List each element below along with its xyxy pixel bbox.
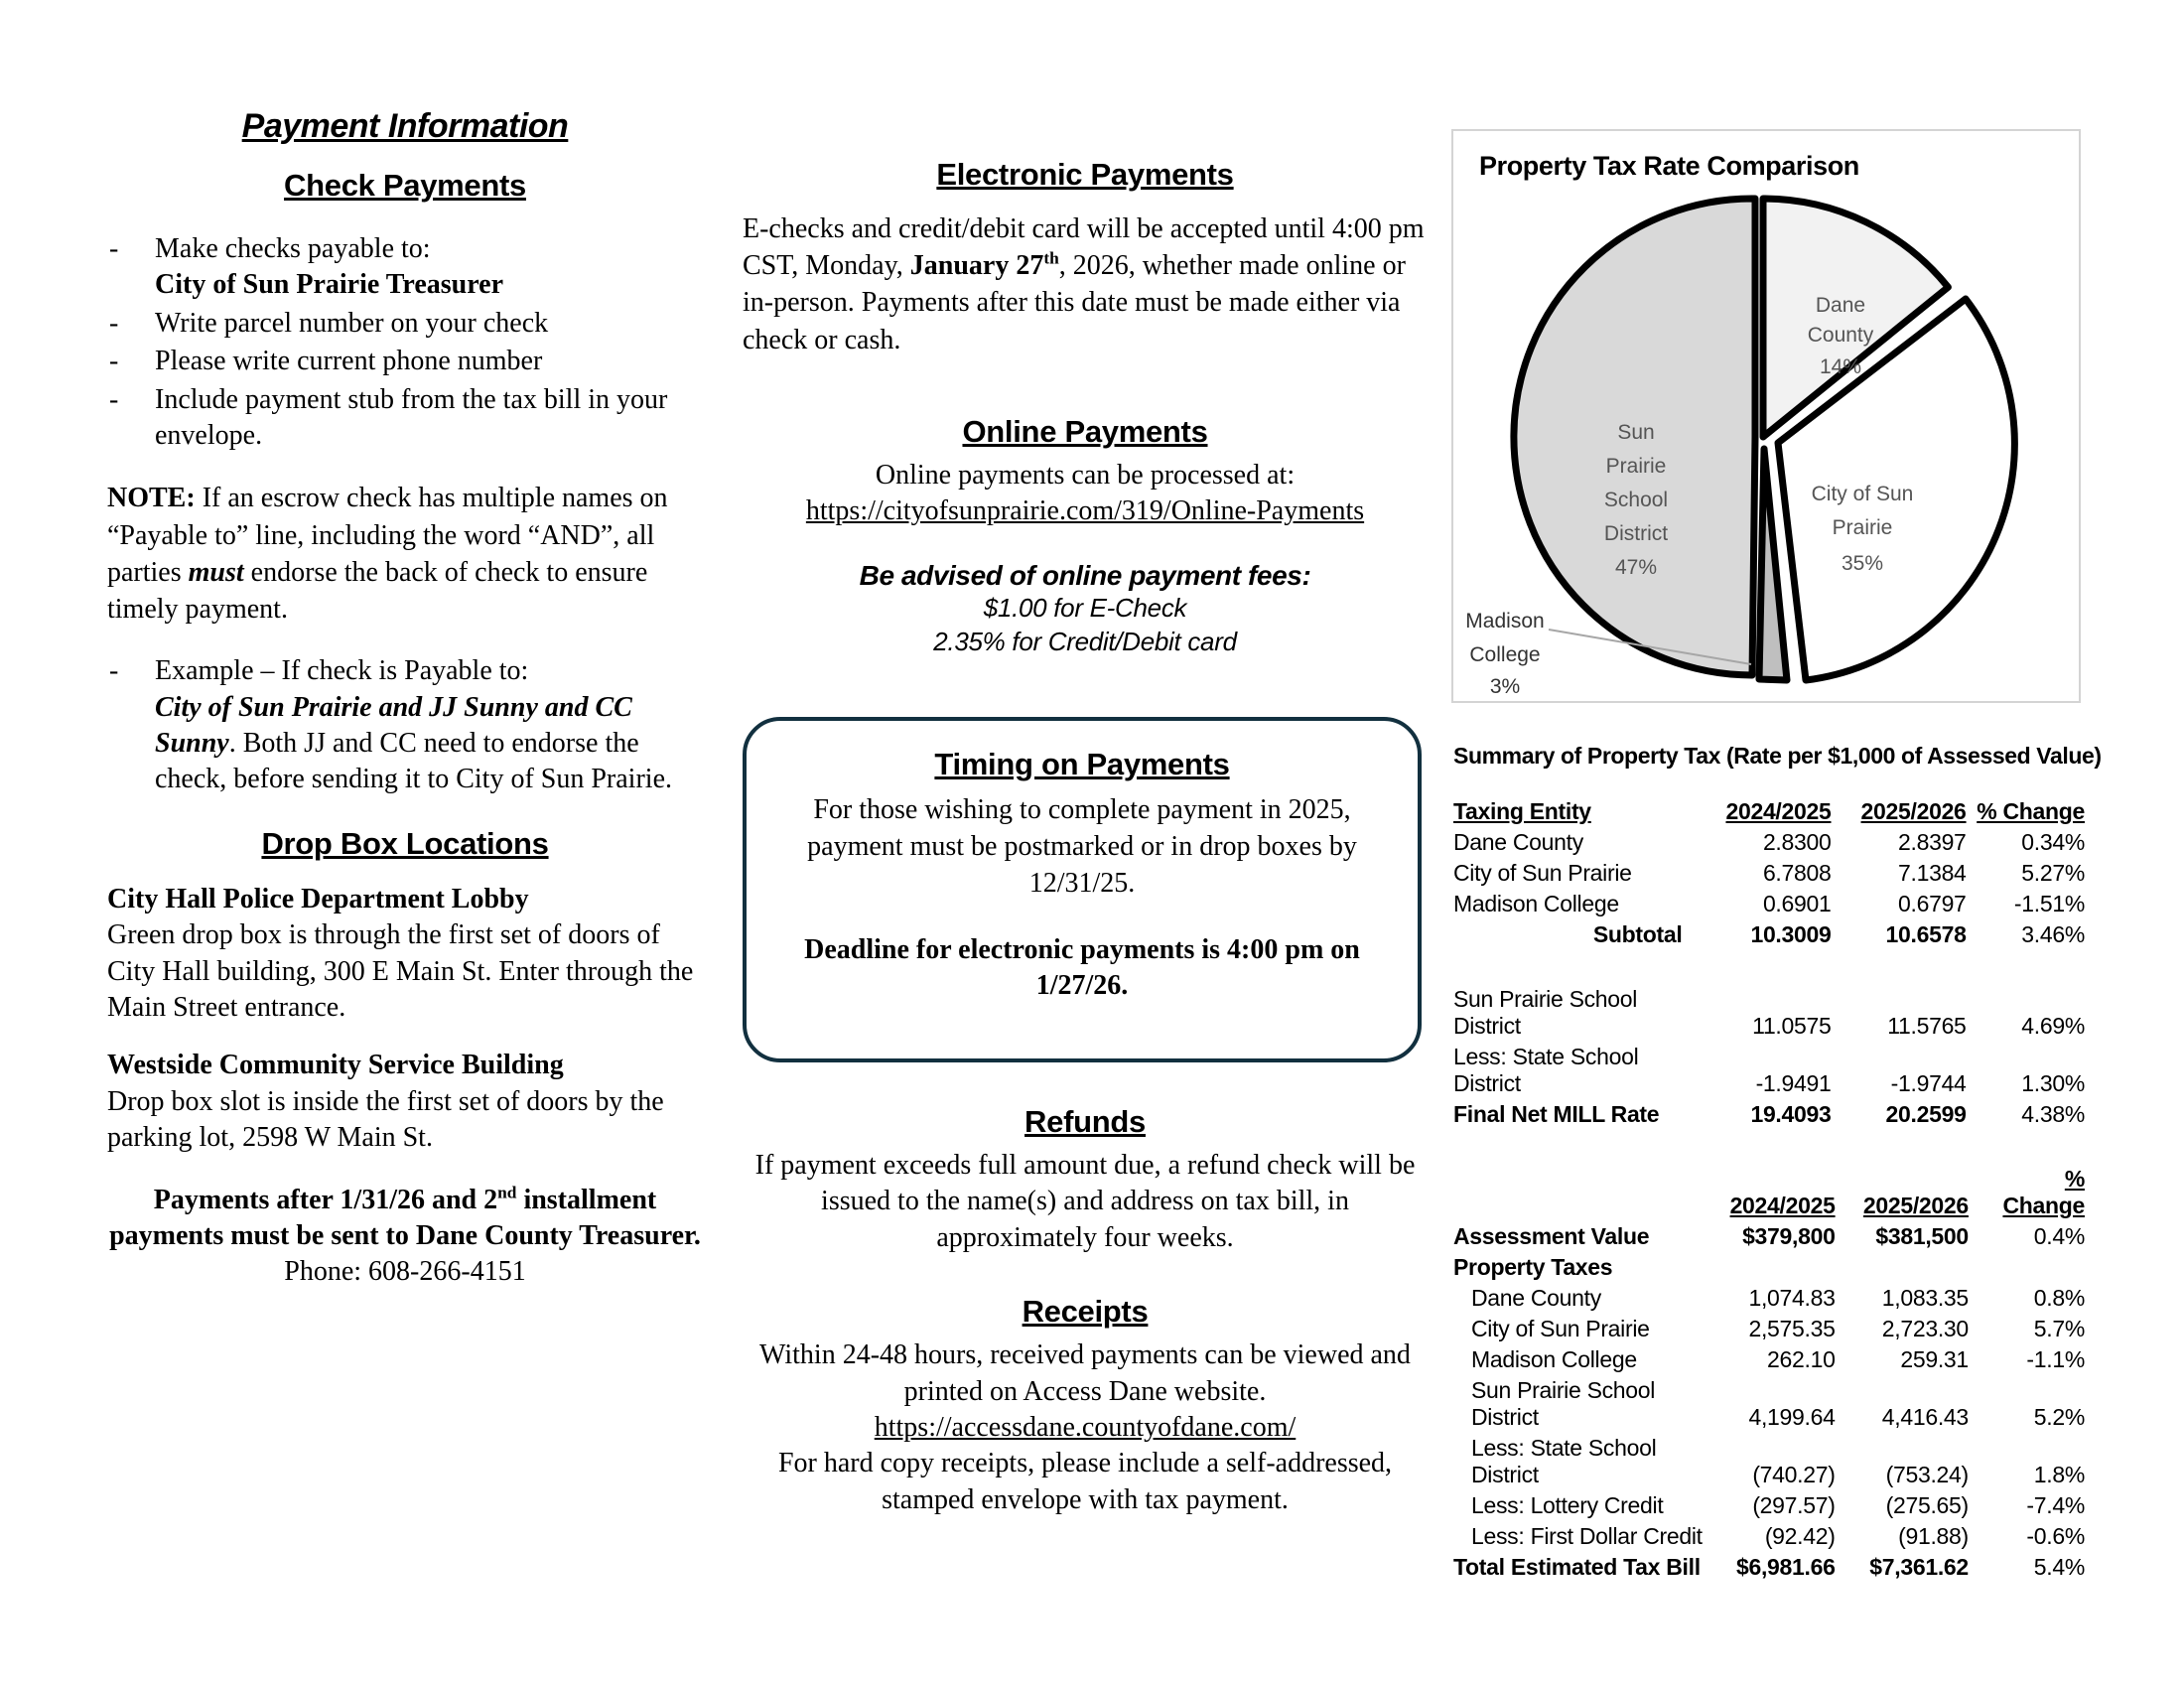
- check-payments-heading: Check Payments: [284, 168, 526, 203]
- receipts-heading: Receipts: [1022, 1294, 1149, 1330]
- row-value-2024: 2,575.35: [1748, 1316, 1836, 1341]
- pie-label-city-of-sun-prairie: City of Sun: [1811, 483, 1914, 505]
- table-row: [1453, 889, 2085, 919]
- row-value-2024: $379,800: [1742, 1223, 1836, 1249]
- dash-marker: -: [109, 383, 119, 415]
- ordinal-suffix: th: [1043, 248, 1059, 268]
- header-pct-change: % Change: [2002, 1166, 2085, 1218]
- table-spacer-row: [1453, 950, 2085, 984]
- list-item: [107, 231, 703, 304]
- row-value-2025: [1845, 1252, 1979, 1283]
- row-label: Property Taxes: [1453, 1254, 1613, 1280]
- pie-label-madison-college-line2: College: [1469, 643, 1541, 666]
- list-item: [107, 306, 703, 342]
- row-value-2024: (92.42): [1764, 1523, 1836, 1549]
- list-item-label: Please write current phone number: [155, 346, 543, 377]
- row-label: Dane County: [1471, 1285, 1601, 1311]
- pie-label-sun-prairie-school-district-line2: Prairie: [1605, 455, 1667, 478]
- table-header-row: [1453, 796, 2085, 827]
- row-label: Less: First Dollar Credit: [1471, 1523, 1703, 1549]
- list-item-label: Write parcel number on your check: [155, 307, 549, 339]
- table-row: [1453, 1314, 2085, 1344]
- left-column: [107, 107, 703, 1291]
- row-value-2024: -1.9491: [1755, 1070, 1832, 1096]
- row-value-2024: 262.10: [1767, 1346, 1836, 1372]
- electronic-payments-body: [743, 211, 1428, 358]
- row-label: Dane County: [1453, 829, 1583, 855]
- table-row-assessment-value: [1453, 1221, 2085, 1252]
- row-pct-change: 5.7%: [2033, 1316, 2085, 1341]
- escrow-example: [107, 653, 703, 798]
- page-title: Payment Information: [241, 107, 569, 145]
- table-row: [1453, 1433, 2085, 1490]
- header-2024-2025: 2024/2025: [1725, 798, 1832, 824]
- drop-box-location: [107, 1048, 703, 1156]
- payee-name: City of Sun Prairie Treasurer: [155, 269, 503, 301]
- row-pct-change: [1979, 1252, 2085, 1283]
- drop-box-location: [107, 882, 703, 1027]
- list-item: [107, 344, 703, 379]
- pie-label-madison-college-value: 3%: [1489, 675, 1521, 698]
- table-row: [1453, 858, 2085, 889]
- row-value-2025: $381,500: [1875, 1223, 1969, 1249]
- row-label: Subtotal: [1592, 921, 1683, 947]
- row-pct-change: 5.27%: [2021, 860, 2085, 886]
- access-dane-link[interactable]: https://accessdane.countyofdane.com/: [874, 1411, 1297, 1443]
- fee-credit-card: 2.35% for Credit/Debit card: [933, 626, 1237, 656]
- table-row-total: [1453, 1552, 2085, 1583]
- tax-rate-table: [1453, 796, 2085, 1130]
- table-row: [1453, 1490, 2085, 1521]
- timing-on-payments-box: [743, 717, 1422, 1062]
- header-2024-2025: 2024/2025: [1729, 1193, 1836, 1218]
- row-pct-change: 1.30%: [2021, 1070, 2085, 1096]
- pie-label-sun-prairie-school-district: Sun: [1617, 421, 1655, 444]
- row-pct-change: -7.4%: [2026, 1492, 2085, 1518]
- row-label: City of Sun Prairie: [1471, 1316, 1650, 1341]
- electronic-text-part1: E-checks and credit/debit card will be accepted until 4:00 pm CST, Monday,: [743, 213, 1425, 282]
- pie-label-sun-prairie-school-district-value: 47%: [1614, 556, 1658, 579]
- row-value-2025: 11.5765: [1887, 1013, 1967, 1039]
- row-value-2025: (753.24): [1885, 1462, 1969, 1487]
- row-value-2025: 10.6578: [1885, 921, 1967, 947]
- table-row: [1453, 1283, 2085, 1314]
- list-item: [107, 382, 703, 455]
- electronic-payments-heading: Electronic Payments: [936, 157, 1234, 192]
- pie-label-dane-county: Dane: [1815, 294, 1866, 317]
- note-text-part1: If an escrow check has multiple names on “Payable to” line, including the word “AND”, all parties: [107, 483, 668, 588]
- row-pct-change: 4.38%: [2021, 1101, 2085, 1127]
- property-tax-rate-chart: [1451, 129, 2081, 703]
- row-value-2025: 0.6797: [1898, 891, 1967, 916]
- row-value-2025: 259.31: [1900, 1346, 1969, 1372]
- online-payments-intro: Online payments can be processed at:: [875, 459, 1296, 491]
- row-label: Total Estimated Tax Bill: [1453, 1554, 1701, 1580]
- row-value-2024: 0.6901: [1762, 891, 1832, 916]
- row-label: Final Net MILL Rate: [1453, 1101, 1660, 1127]
- row-value-2024: (297.57): [1752, 1492, 1836, 1518]
- table-row-subtotal: [1453, 919, 2085, 950]
- summary-of-property-tax-title: Summary of Property Tax (Rate per $1,000 of Assessed Value): [1453, 743, 2102, 769]
- pie-label-dane-county-line2: County: [1807, 324, 1874, 347]
- dash-marker: -: [109, 346, 119, 377]
- online-fees-block: [743, 560, 1428, 659]
- refunds-body: If payment exceeds full amount due, a refund check will be issued to the name(s) and address on tax bill, in approximately four weeks.: [754, 1150, 1416, 1253]
- table-row: [1453, 1521, 2085, 1552]
- pie-label-dane-county-value: 14%: [1819, 355, 1862, 378]
- after-deadline-line-2: installment payments must be sent to Dane County Treasurer.: [109, 1184, 701, 1251]
- row-pct-change: 3.46%: [2021, 921, 2085, 947]
- note-label: NOTE:: [107, 483, 196, 514]
- header-2025-2026: 2025/2026: [1860, 798, 1967, 824]
- row-value-2024: 11.0575: [1752, 1013, 1832, 1039]
- online-payments-link[interactable]: https://cityofsunprairie.com/319/Online-Payments: [805, 495, 1365, 527]
- table-row-total: [1453, 1099, 2085, 1130]
- row-value-2025: 20.2599: [1885, 1101, 1967, 1127]
- row-value-2025: (91.88): [1898, 1523, 1969, 1549]
- list-item-label: Make checks payable to:: [155, 233, 431, 264]
- row-value-2025: 7.1384: [1898, 860, 1967, 886]
- note-text-part2: endorse the back of check to ensure timely payment.: [107, 556, 648, 626]
- receipts-body-2: For hard copy receipts, please include a self-addressed, stamped envelope with tax payment.: [777, 1448, 1393, 1515]
- note-emphasis: must: [188, 556, 244, 588]
- row-pct-change: 4.69%: [2021, 1013, 2085, 1039]
- example-line-1: Example – If check is Payable to:: [155, 655, 529, 687]
- location-body: Green drop box is through the first set of doors of City Hall building, 300 E Main St. Enter through the Main Street entrance.: [107, 919, 694, 1024]
- table-header-row: [1453, 1164, 2085, 1221]
- fees-title: Be advised of online payment fees:: [859, 559, 1311, 591]
- pie-label-city-of-sun-prairie-value: 35%: [1841, 552, 1884, 575]
- county-treasurer-phone: Phone: 608-266-4151: [284, 1256, 526, 1288]
- dash-marker: -: [109, 307, 119, 339]
- row-pct-change: 1.8%: [2033, 1462, 2085, 1487]
- electronic-text-part2: , 2026, whether made online or in-person. Payments after this date must be made either via check or cash.: [743, 250, 1406, 355]
- pie-label-madison-college: Madison: [1465, 610, 1545, 633]
- timing-on-payments-heading: Timing on Payments: [934, 747, 1230, 781]
- list-item-label: Include payment stub from the tax bill in your envelope.: [155, 383, 668, 451]
- row-label: City of Sun Prairie: [1453, 860, 1632, 886]
- row-pct-change: -1.1%: [2026, 1346, 2085, 1372]
- ordinal-suffix: nd: [497, 1183, 517, 1202]
- row-value-2024: 6.7808: [1762, 860, 1832, 886]
- after-deadline-note: [107, 1183, 703, 1291]
- row-label: Madison College: [1471, 1346, 1637, 1372]
- fee-echeck: $1.00 for E-Check: [983, 592, 1187, 623]
- drop-box-locations-heading: Drop Box Locations: [261, 825, 549, 861]
- row-label: Sun Prairie School District: [1471, 1377, 1656, 1430]
- row-value-2024: $6,981.66: [1735, 1554, 1836, 1580]
- row-pct-change: 5.4%: [2033, 1554, 2085, 1580]
- row-label: Less: Lottery Credit: [1471, 1492, 1664, 1518]
- row-pct-change: -0.6%: [2026, 1523, 2085, 1549]
- location-title: City Hall Police Department Lobby: [107, 883, 529, 914]
- pie-label-city-of-sun-prairie-line2: Prairie: [1832, 516, 1893, 539]
- row-label: Sun Prairie School District: [1453, 986, 1638, 1039]
- receipts-body-1: Within 24-48 hours, received payments can be viewed and printed on Access Dane website.: [759, 1339, 1411, 1407]
- table-row: [1453, 1375, 2085, 1433]
- table-row: [1453, 1042, 2085, 1099]
- row-value-2025: 1,083.35: [1881, 1285, 1969, 1311]
- row-value-2024: [1711, 1252, 1844, 1283]
- check-payments-list: [107, 231, 703, 454]
- after-deadline-line-1: Payments after 1/31/26 and 2: [153, 1184, 498, 1215]
- timing-deadline: Deadline for electronic payments is 4:00 pm on 1/27/26.: [804, 933, 1360, 1002]
- chart-title: Property Tax Rate Comparison: [1479, 151, 1859, 181]
- location-body: Drop box slot is inside the first set of doors by the parking lot, 2598 W Main St.: [107, 1085, 664, 1154]
- row-pct-change: 0.4%: [2033, 1223, 2085, 1249]
- row-pct-change: 0.8%: [2033, 1285, 2085, 1311]
- pie-label-sun-prairie-school-district-line4: District: [1603, 522, 1669, 545]
- example-payee: City of Sun Prairie and JJ Sunny and CC Sunny: [155, 691, 632, 760]
- online-payments-heading: Online Payments: [962, 413, 1208, 449]
- header-taxing-entity: Taxing Entity: [1453, 798, 1591, 824]
- row-pct-change: -1.51%: [2013, 891, 2085, 916]
- row-label: Madison College: [1453, 891, 1619, 916]
- row-value-2025: -1.9744: [1890, 1070, 1967, 1096]
- timing-body: For those wishing to complete payment in 2025, payment must be postmarked or in drop boxes by 12/31/25.: [807, 794, 1357, 899]
- table-row-section-header: [1453, 1252, 2085, 1283]
- row-value-2025: 4,416.43: [1881, 1404, 1969, 1430]
- estimated-tax-bill-table: [1453, 1164, 2085, 1583]
- row-value-2024: 2.8300: [1762, 829, 1832, 855]
- row-label: Less: State School District: [1453, 1044, 1639, 1096]
- row-value-2024: 10.3009: [1750, 921, 1832, 947]
- electronic-deadline-date: January 27: [909, 250, 1044, 282]
- header-2025-2026: 2025/2026: [1862, 1193, 1969, 1218]
- escrow-note: [107, 480, 703, 628]
- row-value-2024: 1,074.83: [1748, 1285, 1836, 1311]
- header-pct-change: % Change: [1977, 798, 2085, 824]
- refunds-and-receipts-section: [745, 1104, 1426, 1518]
- middle-column: [743, 157, 1428, 658]
- header-blank: [1453, 1164, 1711, 1221]
- row-label: Assessment Value: [1453, 1223, 1650, 1249]
- location-title: Westside Community Service Building: [107, 1050, 564, 1081]
- pie-label-sun-prairie-school-district-line3: School: [1603, 489, 1669, 511]
- row-label: Less: State School District: [1471, 1435, 1657, 1487]
- table-row: [1453, 984, 2085, 1042]
- row-value-2025: (275.65): [1885, 1492, 1969, 1518]
- refunds-heading: Refunds: [1024, 1104, 1146, 1139]
- row-value-2024: (740.27): [1752, 1462, 1836, 1487]
- dash-marker: -: [109, 233, 119, 264]
- example-line-2: . Both JJ and CC need to endorse the check, before sending it to City of Sun Prairie.: [155, 728, 672, 795]
- dash-marker: -: [109, 655, 119, 687]
- row-value-2024: 19.4093: [1750, 1101, 1832, 1127]
- row-pct-change: 0.34%: [2021, 829, 2085, 855]
- pie-chart-svg: [1453, 183, 2083, 701]
- table-row: [1453, 1344, 2085, 1375]
- example-row: [107, 653, 703, 798]
- row-pct-change: 5.2%: [2033, 1404, 2085, 1430]
- row-value-2024: 4,199.64: [1748, 1404, 1836, 1430]
- row-value-2025: 2.8397: [1898, 829, 1967, 855]
- row-value-2025: $7,361.62: [1869, 1554, 1969, 1580]
- table-row: [1453, 827, 2085, 858]
- row-value-2025: 2,723.30: [1881, 1316, 1969, 1341]
